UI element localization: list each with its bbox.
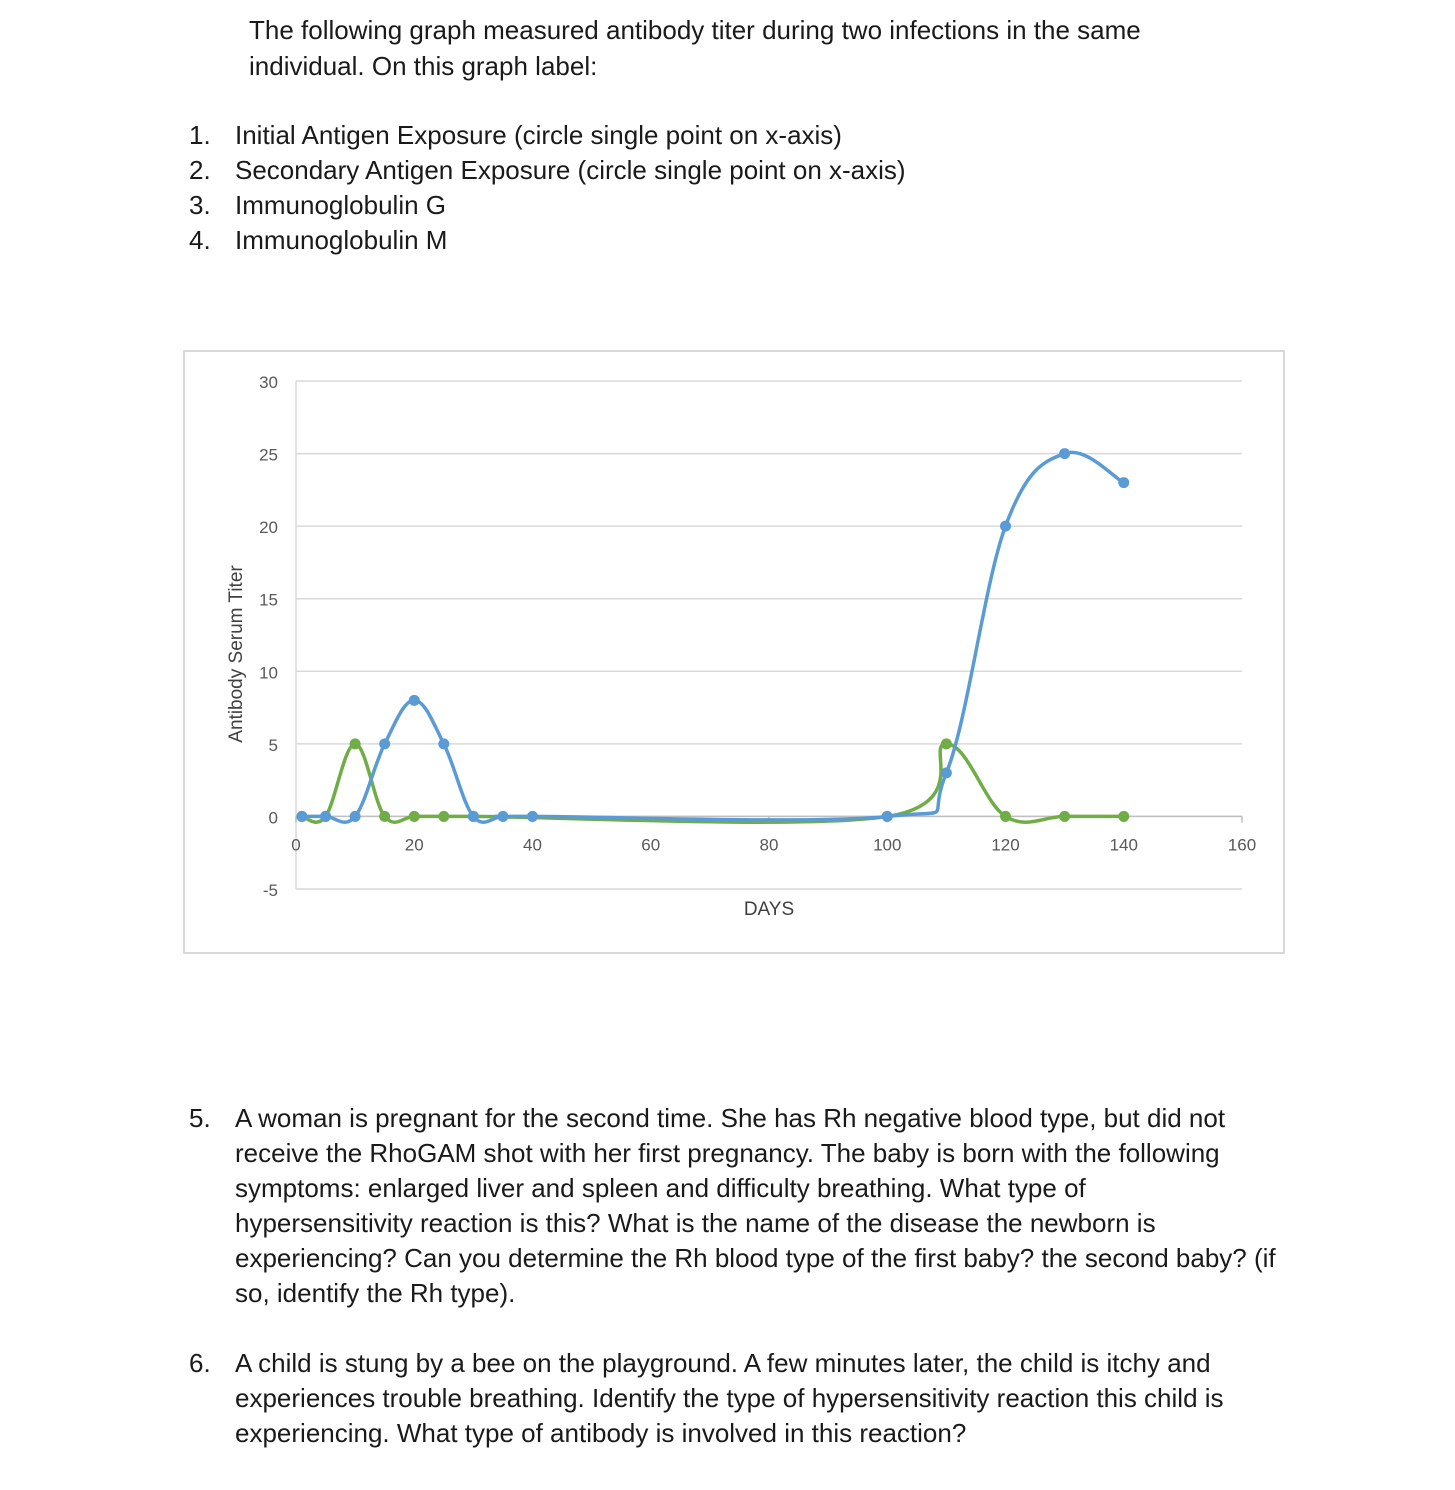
green-data-point xyxy=(941,738,952,749)
text-line: symptoms: enlarged liver and spleen and difficulty breathing. What type of xyxy=(235,1173,1086,1203)
y-axis-title: Antibody Serum Titer xyxy=(226,565,247,743)
list-item xyxy=(189,223,906,258)
chart-series xyxy=(296,448,1129,822)
item-text: Initial Antigen Exposure (circle single point on x-axis) xyxy=(235,120,842,150)
green-data-point xyxy=(1000,811,1011,822)
list-item xyxy=(189,153,906,188)
item-number: 5. xyxy=(189,1103,211,1133)
item-number: 4. xyxy=(189,225,211,255)
blue-data-point xyxy=(379,738,390,749)
text-line: experiencing? Can you determine the Rh blood type of the first baby? the second baby? (if xyxy=(235,1243,1276,1273)
blue-data-point xyxy=(296,811,307,822)
x-tick-label: 140 xyxy=(1109,835,1138,855)
antibody-titer-chart xyxy=(183,350,1285,954)
y-tick-label: 30 xyxy=(259,373,278,392)
blue-data-point xyxy=(350,811,361,822)
blue-data-point xyxy=(409,695,420,706)
y-tick-label: 20 xyxy=(259,518,278,538)
item-number: 3. xyxy=(189,190,211,220)
green-data-point xyxy=(379,811,390,822)
y-tick-label: 10 xyxy=(259,663,278,683)
blue-data-point xyxy=(1000,521,1011,532)
y-tick-label: 15 xyxy=(259,590,278,610)
text-line: so, identify the Rh type). xyxy=(235,1278,516,1308)
y-tick-label: 25 xyxy=(259,445,278,465)
x-tick-label: 40 xyxy=(523,835,542,855)
y-tick-label: 0 xyxy=(268,808,278,828)
x-tick-label: 100 xyxy=(873,835,902,855)
list-item xyxy=(189,188,906,223)
list-item xyxy=(189,1346,1329,1451)
x-tick-label: 120 xyxy=(991,835,1020,855)
chart-grid xyxy=(296,381,1242,889)
blue-data-point xyxy=(527,811,538,822)
chart-svg xyxy=(185,352,1283,952)
text-line: A woman is pregnant for the second time. She has Rh negative blood type, but did not xyxy=(235,1103,1226,1133)
blue-data-point xyxy=(882,811,893,822)
blue-data-point xyxy=(941,767,952,778)
item-text: Secondary Antigen Exposure (circle single point on x-axis) xyxy=(235,155,906,185)
questions-list xyxy=(189,1101,1329,1486)
y-tick-label: 5 xyxy=(268,735,278,755)
blue-data-point xyxy=(1118,477,1129,488)
intro-line-2: individual. On this graph label: xyxy=(249,51,598,81)
list-item xyxy=(189,1101,1329,1311)
blue-data-point xyxy=(468,811,479,822)
x-tick-label: 60 xyxy=(641,835,661,855)
green-data-point xyxy=(1118,811,1129,822)
blue-data-point xyxy=(1059,448,1070,459)
text-line: receive the RhoGAM shot with her first pregnancy. The baby is born with the following xyxy=(235,1138,1220,1168)
blue-data-point xyxy=(320,811,331,822)
item-number: 2. xyxy=(189,155,211,185)
label-instructions-list xyxy=(189,118,906,258)
x-tick-label: 20 xyxy=(404,835,424,855)
item-number: 6. xyxy=(189,1348,211,1378)
green-data-point xyxy=(438,811,449,822)
green-data-point xyxy=(1059,811,1070,822)
blue-series-line xyxy=(302,452,1124,822)
item-text: Immunoglobulin G xyxy=(235,190,446,220)
green-data-point xyxy=(350,738,361,749)
blue-data-point xyxy=(438,738,449,749)
green-series-line xyxy=(302,744,1124,822)
intro-line-1: The following graph measured antibody titer during two infections in the same xyxy=(249,15,1141,45)
text-line: hypersensitivity reaction is this? What is the name of the disease the newborn is xyxy=(235,1208,1156,1238)
blue-data-point xyxy=(497,811,508,822)
item-number: 1. xyxy=(189,120,211,150)
text-line: experiencing. What type of antibody is involved in this reaction? xyxy=(235,1418,967,1448)
list-item xyxy=(189,118,906,153)
item-text: Immunoglobulin M xyxy=(235,225,448,255)
x-tick-label: 160 xyxy=(1227,835,1257,855)
green-data-point xyxy=(409,811,420,822)
text-line: experiences trouble breathing. Identify the type of hypersensitivity reaction this child is xyxy=(235,1383,1224,1413)
text-line: A child is stung by a bee on the playground. A few minutes later, the child is itchy and xyxy=(235,1348,1211,1378)
x-axis-title: DAYS xyxy=(743,899,795,920)
x-tick-label: 0 xyxy=(291,835,301,855)
x-tick-label: 80 xyxy=(759,835,779,855)
intro-text xyxy=(249,12,1249,84)
y-tick-label: -5 xyxy=(262,881,278,900)
